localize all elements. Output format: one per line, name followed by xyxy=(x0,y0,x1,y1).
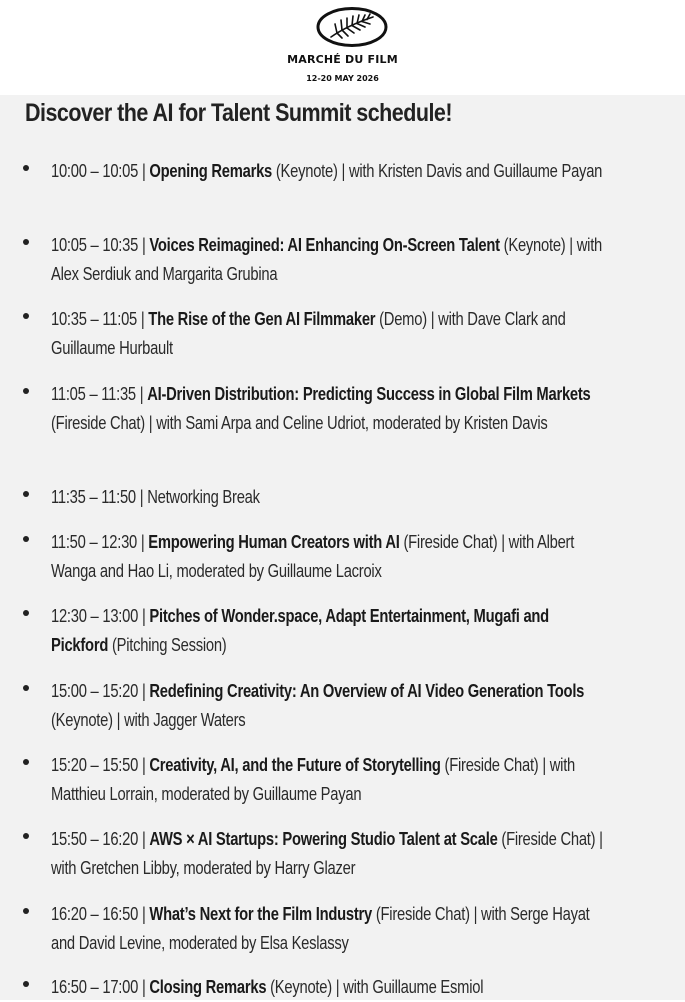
session-title: AI-Driven Distribution: Predicting Success in Global Film Markets xyxy=(147,384,591,404)
session-title: Creativity, AI, and the Future of Storytelling xyxy=(149,755,441,775)
session-title: Pitches of Wonder.space, Adapt Entertainment, Mugafi and Pickford xyxy=(51,606,549,655)
schedule-item-text: 15:20 – 15:50 | Creativity, AI, and the Future of Storytelling (Fireside Chat) | with Matthieu Lorrain, moderated by Guillaume Payan xyxy=(51,755,576,804)
main-content xyxy=(0,95,685,1000)
page-title: Discover the AI for Talent Summit schedule! xyxy=(25,99,453,127)
session-details: (Fireside Chat) | with Sami Arpa and Celine Udriot, moderated by Kristen Davis xyxy=(51,413,548,433)
session-details: (Demo) | with Dave Clark and Guillaume Hurbault xyxy=(51,309,566,358)
site-header xyxy=(0,0,685,95)
session-details: (Fireside Chat) | with Serge Hayat and David Levine, moderated by Elsa Keslassy xyxy=(51,904,590,953)
palm-branch-icon xyxy=(315,6,389,48)
bullet-icon xyxy=(23,759,29,765)
schedule-item-text: 16:20 – 16:50 | What’s Next for the Film Industry (Fireside Chat) | with Serge Hayat and David Levine, moderated by Elsa Keslassy xyxy=(51,904,590,953)
session-details: (Pitching Session) xyxy=(108,635,227,655)
session-details: (Keynote) | with Alex Serdiuk and Margarita Grubina xyxy=(51,235,603,284)
session-details: (Keynote) | with Kristen Davis and Guillaume Payan xyxy=(272,161,603,181)
session-time: 15:50 – 16:20 xyxy=(51,829,139,849)
schedule-item-text: 10:00 – 10:05 | Opening Remarks (Keynote) | with Kristen Davis and Guillaume Payan xyxy=(51,161,603,181)
session-time: 15:20 – 15:50 xyxy=(51,755,139,775)
brand-name: MARCHÉ DU FILM xyxy=(287,53,398,66)
bullet-icon xyxy=(23,536,29,542)
session-time: 16:50 – 17:00 xyxy=(51,977,139,997)
session-title: Opening Remarks xyxy=(149,161,273,181)
session-details: (Keynote) | with Jagger Waters xyxy=(51,710,246,730)
event-dates: 12-20 MAY 2026 xyxy=(306,74,379,83)
bullet-icon xyxy=(23,165,29,171)
bullet-icon xyxy=(23,908,29,914)
schedule-item-text: 11:05 – 11:35 | AI-Driven Distribution: Predicting Success in Global Film Markets (Fireside Chat) | with Sami Arpa and Celine Udriot, moderated by Kristen Davis xyxy=(51,384,591,433)
session-title: What’s Next for the Film Industry xyxy=(149,904,372,924)
bullet-icon xyxy=(23,491,29,497)
schedule-item-text: 15:00 – 15:20 | Redefining Creativity: An Overview of AI Video Generation Tools (Keynote) | with Jagger Waters xyxy=(51,681,585,730)
session-title: Redefining Creativity: An Overview of AI Video Generation Tools xyxy=(149,681,585,701)
schedule-item-text: 15:50 – 16:20 | AWS × AI Startups: Powering Studio Talent at Scale (Fireside Chat) | with Gretchen Libby, moderated by Harry Glazer xyxy=(51,829,603,878)
session-details: (Fireside Chat) | with Gretchen Libby, moderated by Harry Glazer xyxy=(51,829,603,878)
schedule-item-text: 16:50 – 17:00 | Closing Remarks (Keynote) | with Guillaume Esmiol xyxy=(51,977,484,997)
bullet-icon xyxy=(23,239,29,245)
session-details: Networking Break xyxy=(147,487,260,507)
schedule-item-text: 12:30 – 13:00 | Pitches of Wonder.space, Adapt Entertainment, Mugafi and Pickford (Pitching Session) xyxy=(51,606,549,655)
session-time: 10:05 – 10:35 xyxy=(51,235,139,255)
bullet-icon xyxy=(23,981,29,987)
schedule-item-text: 11:50 – 12:30 | Empowering Human Creators with AI (Fireside Chat) | with Albert Wanga and Hao Li, moderated by Guillaume Lacroix xyxy=(51,532,575,581)
session-title: Empowering Human Creators with AI xyxy=(148,532,400,552)
session-details: (Keynote) | with Guillaume Esmiol xyxy=(266,977,484,997)
session-time: 15:00 – 15:20 xyxy=(51,681,139,701)
session-time: 10:35 – 11:05 xyxy=(51,309,137,329)
bullet-icon xyxy=(23,610,29,616)
session-time: 11:50 – 12:30 xyxy=(51,532,137,552)
schedule-item-text: 11:35 – 11:50 | Networking Break xyxy=(51,487,260,507)
session-details: (Fireside Chat) | with Matthieu Lorrain, moderated by Guillaume Payan xyxy=(51,755,576,804)
bullet-icon xyxy=(23,685,29,691)
schedule-item-text: 10:35 – 11:05 | The Rise of the Gen AI Filmmaker (Demo) | with Dave Clark and Guillaume Hurbault xyxy=(51,309,566,358)
session-title: Voices Reimagined: AI Enhancing On-Screen Talent xyxy=(149,235,500,255)
session-time: 12:30 – 13:00 xyxy=(51,606,139,626)
session-time: 11:05 – 11:35 xyxy=(51,384,136,404)
session-details: (Fireside Chat) | with Albert Wanga and Hao Li, moderated by Guillaume Lacroix xyxy=(51,532,575,581)
session-title: The Rise of the Gen AI Filmmaker xyxy=(148,309,376,329)
session-time: 10:00 – 10:05 xyxy=(51,161,139,181)
session-title: Closing Remarks xyxy=(149,977,267,997)
schedule-item-text: 10:05 – 10:35 | Voices Reimagined: AI Enhancing On-Screen Talent (Keynote) | with Alex Serdiuk and Margarita Grubina xyxy=(51,235,603,284)
session-time: 11:35 – 11:50 xyxy=(51,487,136,507)
bullet-icon xyxy=(23,388,29,394)
session-time: 16:20 – 16:50 xyxy=(51,904,139,924)
bullet-icon xyxy=(23,833,29,839)
session-title: AWS × AI Startups: Powering Studio Talent at Scale xyxy=(149,829,498,849)
bullet-icon xyxy=(23,313,29,319)
